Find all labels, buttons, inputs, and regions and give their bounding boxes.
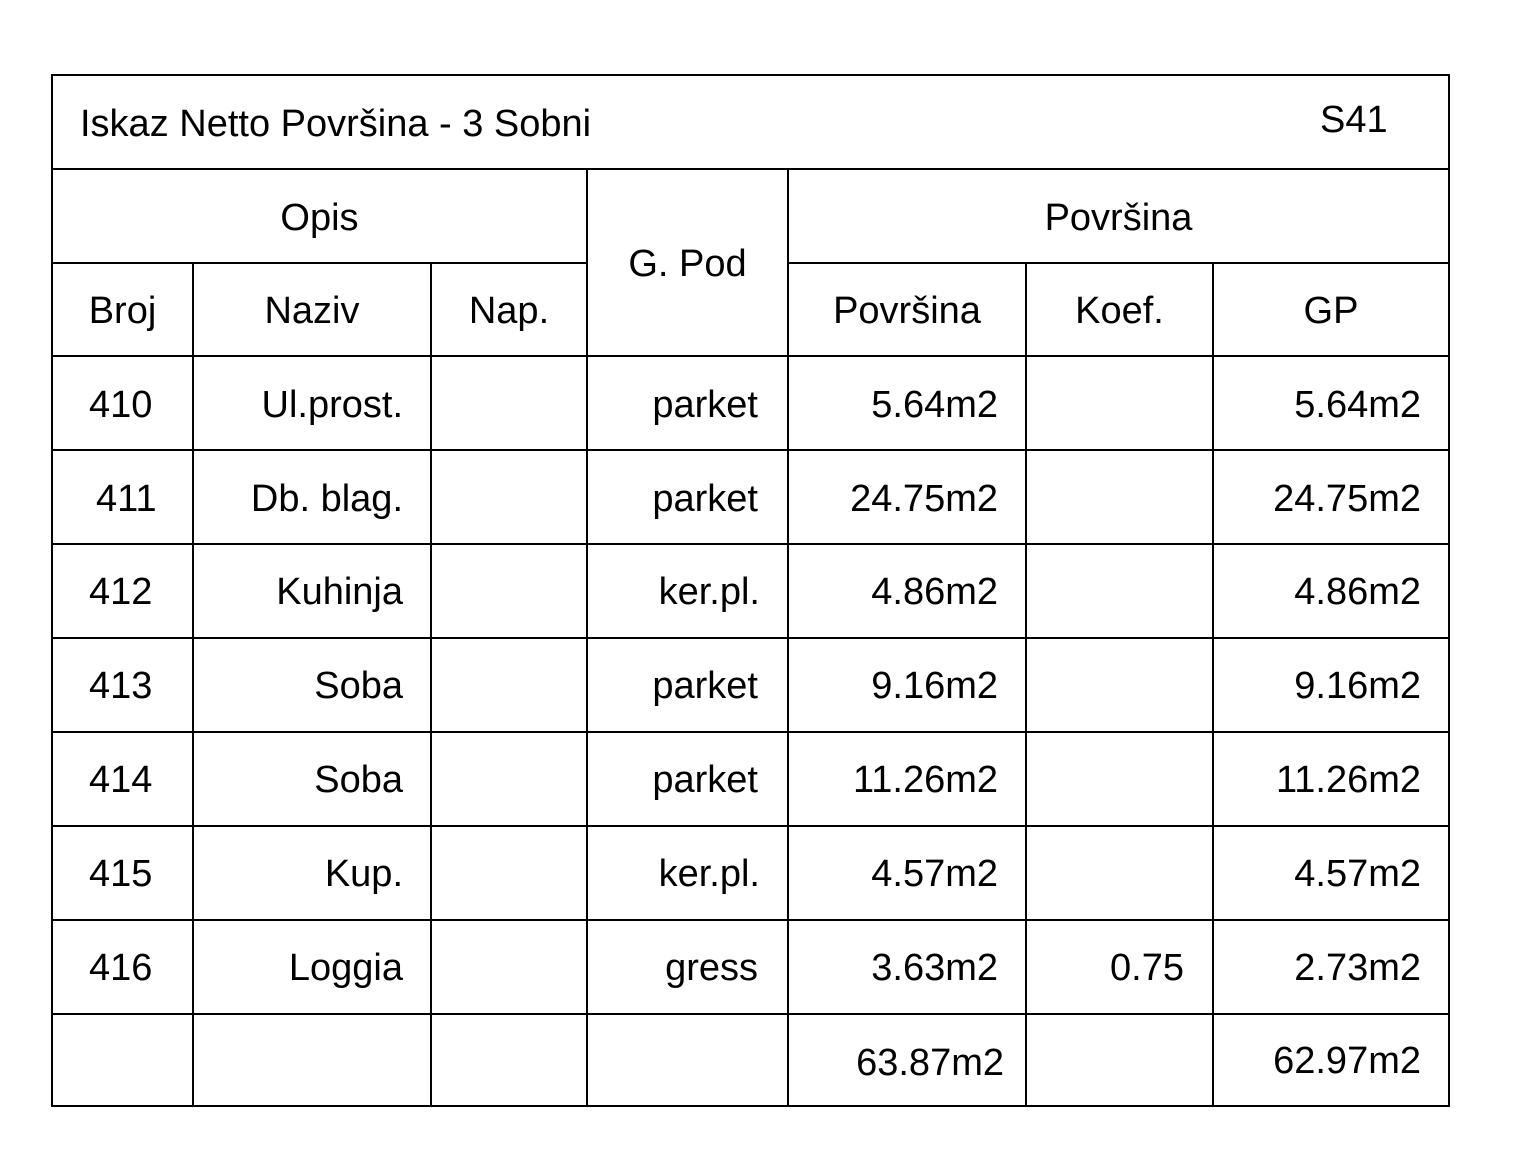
- sheet-code: S41: [1320, 99, 1388, 141]
- header-broj: Broj: [88, 290, 157, 332]
- cell-povrsina: 3.63m2: [871, 947, 998, 989]
- divider-row: [53, 731, 1448, 733]
- total-povrsina: 63.87m2: [856, 1042, 1004, 1084]
- area-table: [51, 74, 1450, 1107]
- cell-gp: 5.64m2: [1294, 384, 1421, 426]
- divider-row: [53, 637, 1448, 639]
- cell-naziv: Loggia: [288, 947, 403, 989]
- header-povrsina-group: Površina: [1044, 197, 1193, 239]
- cell-naziv: Kup.: [324, 853, 403, 895]
- cell-naziv: Soba: [314, 665, 403, 707]
- cell-pod: parket: [652, 665, 758, 707]
- divider-header-group: [53, 262, 586, 264]
- cell-povrsina: 9.16m2: [871, 665, 998, 707]
- cell-gp: 9.16m2: [1294, 665, 1421, 707]
- cell-koef: 0.75: [1110, 947, 1184, 989]
- cell-gp: 24.75m2: [1273, 478, 1421, 520]
- cell-pod: gress: [665, 947, 758, 989]
- cell-povrsina: 4.57m2: [871, 853, 998, 895]
- cell-gp: 11.26m2: [1275, 759, 1421, 801]
- cell-broj: 410: [89, 384, 153, 426]
- divider-header-group: [789, 262, 1448, 264]
- cell-naziv: Db. blag.: [250, 478, 403, 520]
- table-title: Iskaz Netto Površina - 3 Sobni: [80, 103, 592, 145]
- header-opis: Opis: [280, 197, 359, 239]
- divider-row: [53, 919, 1448, 921]
- cell-broj: 416: [89, 947, 153, 989]
- cell-pod: parket: [652, 478, 758, 520]
- header-naziv: Naziv: [264, 290, 360, 332]
- cell-povrsina: 4.86m2: [871, 571, 998, 613]
- header-gp: GP: [1303, 290, 1359, 332]
- cell-naziv: Soba: [314, 759, 403, 801]
- cell-gp: 4.57m2: [1294, 853, 1421, 895]
- cell-gp: 4.86m2: [1294, 571, 1421, 613]
- cell-pod: parket: [652, 384, 758, 426]
- divider-header: [53, 355, 1448, 357]
- cell-broj: 414: [89, 759, 153, 801]
- header-povrsina: Površina: [833, 290, 981, 332]
- divider-row: [53, 825, 1448, 827]
- divider-row: [53, 543, 1448, 545]
- total-gp: 62.97m2: [1273, 1040, 1421, 1082]
- cell-pod: ker.pl.: [658, 853, 760, 895]
- divider-row: [53, 449, 1448, 451]
- cell-povrsina: 5.64m2: [871, 384, 998, 426]
- divider-col: [430, 262, 432, 1105]
- cell-naziv: Ul.prost.: [261, 384, 403, 426]
- cell-broj: 413: [89, 665, 153, 707]
- divider-row: [53, 1013, 1448, 1015]
- cell-broj: 411: [96, 478, 157, 520]
- cell-broj: 412: [89, 571, 153, 613]
- divider-title: [53, 168, 1448, 170]
- cell-povrsina: 24.75m2: [850, 478, 998, 520]
- cell-pod: parket: [652, 759, 758, 801]
- cell-pod: ker.pl.: [658, 571, 760, 613]
- cell-povrsina: 11.26m2: [852, 759, 998, 801]
- header-nap: Nap.: [468, 290, 550, 332]
- header-g-pod: G. Pod: [628, 243, 747, 285]
- cell-naziv: Kuhinja: [276, 571, 403, 613]
- cell-gp: 2.73m2: [1294, 947, 1421, 989]
- cell-broj: 415: [89, 853, 153, 895]
- header-koef: Koef.: [1075, 290, 1164, 332]
